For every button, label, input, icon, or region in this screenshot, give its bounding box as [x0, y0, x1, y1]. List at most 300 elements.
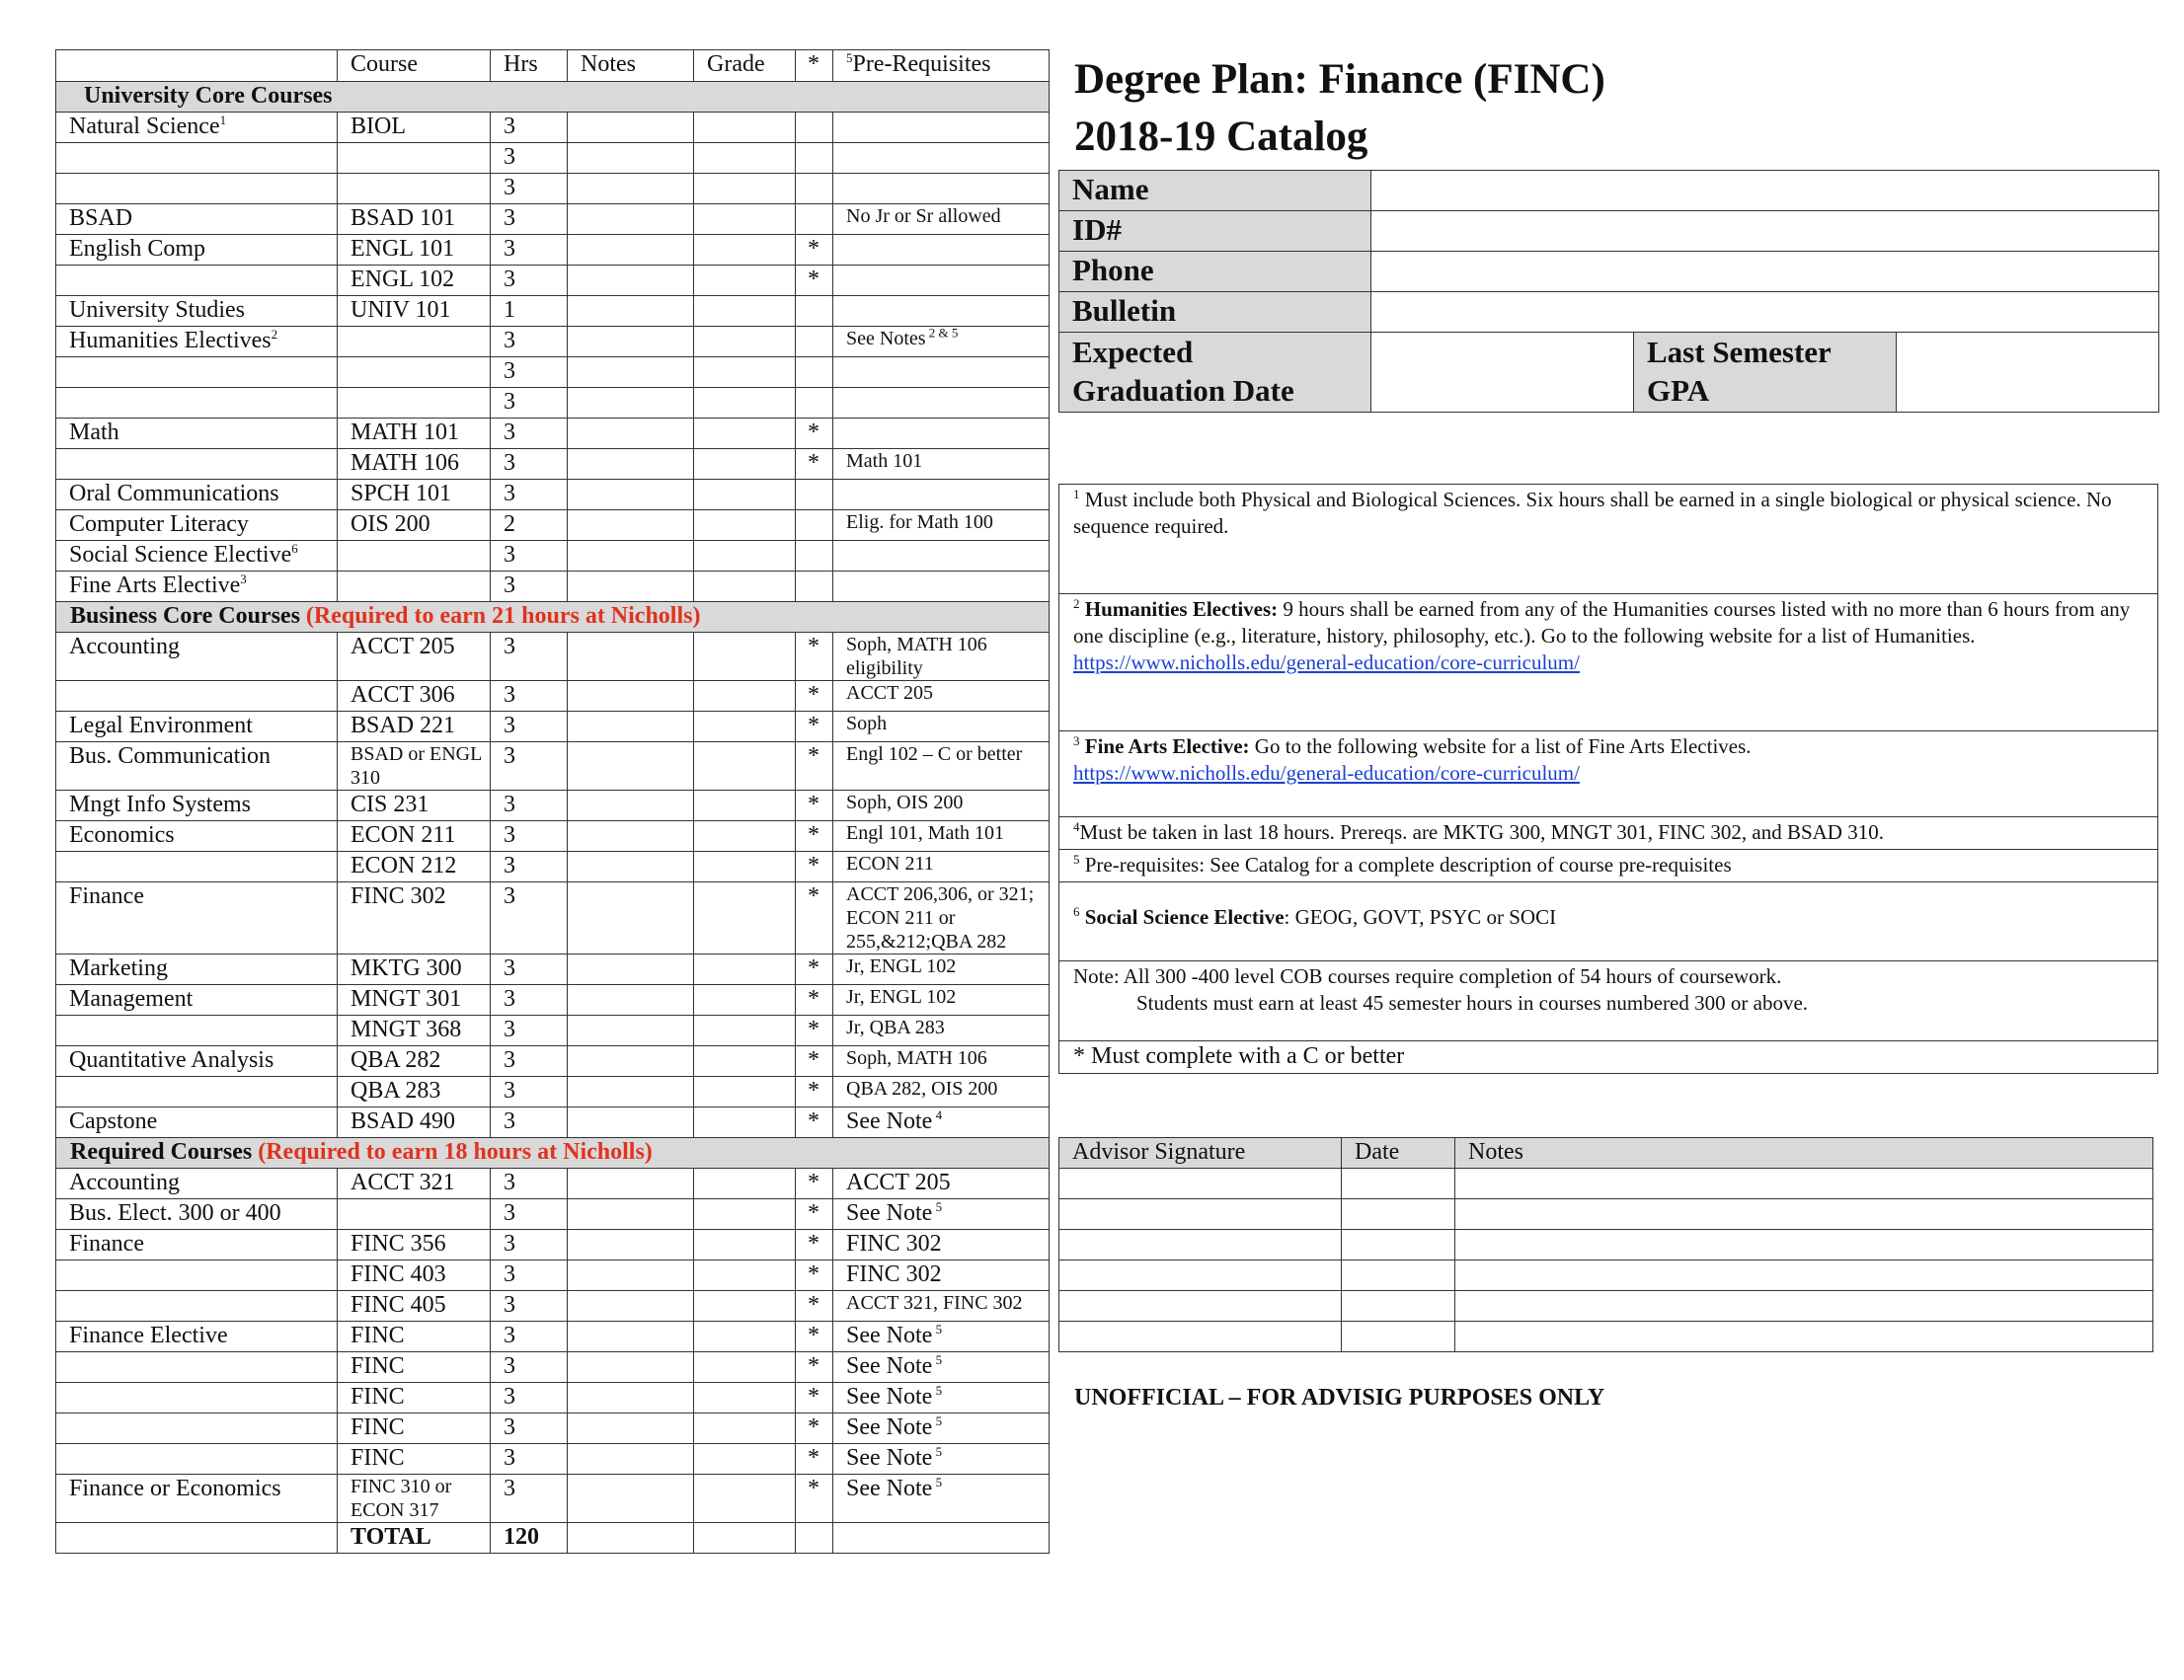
- course-notes[interactable]: [568, 852, 694, 882]
- course-grade[interactable]: [694, 449, 796, 480]
- course-grade[interactable]: [694, 572, 796, 602]
- course-row: [56, 1016, 1050, 1046]
- header-prereq: $^5$Pre-Requisites: [833, 50, 1050, 82]
- course-grade[interactable]: [694, 327, 796, 357]
- course-table: [55, 49, 1050, 1554]
- course-hours: 3: [491, 1260, 568, 1291]
- page-title: [1074, 51, 1605, 166]
- bulletin-field[interactable]: [1371, 292, 2159, 333]
- course-c-required: *: [796, 633, 833, 681]
- course-notes[interactable]: [568, 449, 694, 480]
- notes-cell[interactable]: [1455, 1322, 2153, 1352]
- notes-cell[interactable]: [1455, 1169, 2153, 1199]
- course-notes[interactable]: [568, 1199, 694, 1230]
- course-hours: 3: [491, 235, 568, 266]
- course-c-required: *: [796, 1016, 833, 1046]
- course-hours: 3: [491, 852, 568, 882]
- course-row: [56, 1199, 1050, 1230]
- course-notes[interactable]: [568, 1322, 694, 1352]
- course-prereq: QBA 282, OIS 200: [833, 1077, 1050, 1107]
- course-row: [56, 1107, 1050, 1138]
- advisor-signature-cell[interactable]: [1059, 1260, 1342, 1291]
- course-area: [56, 174, 338, 204]
- course-hours: 3: [491, 1199, 568, 1230]
- course-c-required: [796, 480, 833, 510]
- course-notes[interactable]: [568, 1444, 694, 1475]
- advisor-signature-cell[interactable]: [1059, 1322, 1342, 1352]
- course-c-required: *: [796, 742, 833, 791]
- course-row: [56, 113, 1050, 143]
- course-grade[interactable]: [694, 204, 796, 235]
- header-course: Course: [338, 50, 491, 82]
- course-row: [56, 633, 1050, 681]
- name-field[interactable]: [1371, 171, 2159, 211]
- course-grade[interactable]: [694, 1199, 796, 1230]
- course-code: ACCT 205: [338, 633, 491, 681]
- course-notes[interactable]: [568, 1260, 694, 1291]
- course-c-required: [796, 143, 833, 174]
- total-label: TOTAL: [338, 1523, 491, 1554]
- course-grade[interactable]: [694, 955, 796, 985]
- course-grade[interactable]: [694, 1444, 796, 1475]
- course-grade[interactable]: [694, 1107, 796, 1138]
- course-notes[interactable]: [568, 1230, 694, 1260]
- course-hours: 1: [491, 296, 568, 327]
- university-core-rows: [56, 113, 1050, 602]
- course-hours: 3: [491, 1444, 568, 1475]
- course-grade[interactable]: [694, 882, 796, 955]
- course-c-required: [796, 510, 833, 541]
- course-prereq: See Note $^5$: [833, 1199, 1050, 1230]
- course-notes[interactable]: [568, 791, 694, 821]
- section-university-core: [56, 82, 1050, 113]
- course-hours: 3: [491, 327, 568, 357]
- course-grade[interactable]: [694, 1291, 796, 1322]
- course-row: [56, 419, 1050, 449]
- course-prereq: See Note $^5$: [833, 1322, 1050, 1352]
- course-prereq: Jr, ENGL 102: [833, 955, 1050, 985]
- phone-label: Phone: [1059, 252, 1371, 292]
- course-prereq: No Jr or Sr allowed: [833, 204, 1050, 235]
- course-notes[interactable]: [568, 955, 694, 985]
- header-notes: Notes: [568, 50, 694, 82]
- course-grade[interactable]: [694, 821, 796, 852]
- advisor-signature-cell[interactable]: [1059, 1291, 1342, 1322]
- course-row: [56, 1230, 1050, 1260]
- course-c-required: *: [796, 1260, 833, 1291]
- course-grade[interactable]: [694, 681, 796, 712]
- course-area: English Comp: [56, 235, 338, 266]
- course-c-required: [796, 572, 833, 602]
- course-code: FINC 302: [338, 882, 491, 955]
- course-row: [56, 1169, 1050, 1199]
- course-row: [56, 449, 1050, 480]
- course-grade[interactable]: [694, 852, 796, 882]
- notes-cell[interactable]: [1455, 1260, 2153, 1291]
- course-row: [56, 174, 1050, 204]
- course-prereq: [833, 480, 1050, 510]
- course-hours: 3: [491, 821, 568, 852]
- course-prereq: [833, 572, 1050, 602]
- course-hours: 3: [491, 449, 568, 480]
- course-area: Finance: [56, 1230, 338, 1260]
- course-prereq: Soph, MATH 106: [833, 1046, 1050, 1077]
- course-notes[interactable]: [568, 296, 694, 327]
- course-code: QBA 282: [338, 1046, 491, 1077]
- notes-cell[interactable]: [1455, 1199, 2153, 1230]
- course-grade[interactable]: [694, 712, 796, 742]
- course-row: [56, 821, 1050, 852]
- course-c-required: [796, 327, 833, 357]
- course-hours: 3: [491, 1383, 568, 1413]
- course-grade[interactable]: [694, 1230, 796, 1260]
- course-notes[interactable]: [568, 143, 694, 174]
- course-row: [56, 1444, 1050, 1475]
- course-c-required: *: [796, 821, 833, 852]
- course-area: [56, 357, 338, 388]
- business-core-rows: [56, 633, 1050, 1138]
- course-grade[interactable]: [694, 1260, 796, 1291]
- course-code: ECON 212: [338, 852, 491, 882]
- course-c-required: [796, 174, 833, 204]
- notes-cell[interactable]: [1455, 1291, 2153, 1322]
- course-notes[interactable]: [568, 174, 694, 204]
- course-prereq: See Note $^5$: [833, 1383, 1050, 1413]
- course-notes[interactable]: [568, 1475, 694, 1523]
- date-cell[interactable]: [1342, 1169, 1455, 1199]
- course-notes[interactable]: [568, 419, 694, 449]
- course-code: [338, 357, 491, 388]
- course-prereq: ECON 211: [833, 852, 1050, 882]
- course-code: ACCT 321: [338, 1169, 491, 1199]
- course-notes[interactable]: [568, 388, 694, 419]
- course-table-header: [56, 50, 1050, 82]
- header-hrs: Hrs: [491, 50, 568, 82]
- section-requirement: (Required to earn 18 hours at Nicholls): [258, 1139, 653, 1165]
- course-grade[interactable]: [694, 174, 796, 204]
- course-grade[interactable]: [694, 113, 796, 143]
- course-grade[interactable]: [694, 541, 796, 572]
- course-grade[interactable]: [694, 510, 796, 541]
- course-prereq: FINC 302: [833, 1260, 1050, 1291]
- header-star: *: [796, 50, 833, 82]
- course-code: MNGT 368: [338, 1016, 491, 1046]
- footnotes-table: [1058, 484, 2158, 1074]
- course-notes[interactable]: [568, 1352, 694, 1383]
- advisor-signature-cell[interactable]: [1059, 1199, 1342, 1230]
- course-hours: 3: [491, 882, 568, 955]
- course-notes[interactable]: [568, 510, 694, 541]
- course-hours: 3: [491, 1046, 568, 1077]
- course-grade[interactable]: [694, 480, 796, 510]
- course-hours: 3: [491, 1352, 568, 1383]
- course-hours: 3: [491, 174, 568, 204]
- title-line-2: 2018-19 Catalog: [1074, 114, 1368, 160]
- course-c-required: *: [796, 791, 833, 821]
- course-code: FINC: [338, 1322, 491, 1352]
- course-grade[interactable]: [694, 985, 796, 1016]
- course-notes[interactable]: [568, 204, 694, 235]
- course-c-required: *: [796, 1291, 833, 1322]
- course-notes[interactable]: [568, 712, 694, 742]
- course-notes[interactable]: [568, 480, 694, 510]
- course-hours: 3: [491, 985, 568, 1016]
- course-code: ECON 211: [338, 821, 491, 852]
- course-row: [56, 681, 1050, 712]
- course-hours: 3: [491, 791, 568, 821]
- notes-header: Notes: [1455, 1138, 2153, 1169]
- course-hours: 3: [491, 113, 568, 143]
- course-notes[interactable]: [568, 266, 694, 296]
- course-row: [56, 143, 1050, 174]
- course-row: [56, 1475, 1050, 1523]
- id-field[interactable]: [1371, 211, 2159, 252]
- course-notes[interactable]: [568, 985, 694, 1016]
- course-c-required: *: [796, 852, 833, 882]
- course-code: [338, 541, 491, 572]
- course-c-required: [796, 388, 833, 419]
- course-prereq: [833, 357, 1050, 388]
- course-grade[interactable]: [694, 419, 796, 449]
- course-row: [56, 480, 1050, 510]
- course-code: MKTG 300: [338, 955, 491, 985]
- course-code: MATH 101: [338, 419, 491, 449]
- course-hours: 3: [491, 1016, 568, 1046]
- course-code: ACCT 306: [338, 681, 491, 712]
- course-hours: 3: [491, 1230, 568, 1260]
- course-hours: 3: [491, 1169, 568, 1199]
- course-prereq: See Notes $^{2 \& 5}$: [833, 327, 1050, 357]
- advisor-signature-cell[interactable]: [1059, 1230, 1342, 1260]
- course-hours: 3: [491, 742, 568, 791]
- course-area: Legal Environment: [56, 712, 338, 742]
- course-code: BSAD or ENGL 310: [338, 742, 491, 791]
- course-row: [56, 1352, 1050, 1383]
- course-prereq: [833, 541, 1050, 572]
- course-grade[interactable]: [694, 1475, 796, 1523]
- course-code: FINC: [338, 1352, 491, 1383]
- course-hours: 3: [491, 1077, 568, 1107]
- course-prereq: Engl 102 – C or better: [833, 742, 1050, 791]
- course-grade[interactable]: [694, 633, 796, 681]
- course-prereq: [833, 266, 1050, 296]
- course-prereq: FINC 302: [833, 1230, 1050, 1260]
- course-area: [56, 1444, 338, 1475]
- date-cell[interactable]: [1342, 1199, 1455, 1230]
- course-row: [56, 852, 1050, 882]
- course-area: [56, 1352, 338, 1383]
- course-prereq: Soph, MATH 106 eligibility: [833, 633, 1050, 681]
- course-c-required: [796, 296, 833, 327]
- advisor-entry-row: [1059, 1169, 2153, 1199]
- name-label: Name: [1059, 171, 1371, 211]
- course-code: MNGT 301: [338, 985, 491, 1016]
- course-c-required: [796, 204, 833, 235]
- course-prereq: See Note $^4$: [833, 1107, 1050, 1138]
- course-notes[interactable]: [568, 1413, 694, 1444]
- course-notes[interactable]: [568, 357, 694, 388]
- course-notes[interactable]: [568, 1291, 694, 1322]
- course-c-required: *: [796, 266, 833, 296]
- date-cell[interactable]: [1342, 1230, 1455, 1260]
- course-grade[interactable]: [694, 742, 796, 791]
- course-row: [56, 985, 1050, 1016]
- course-code: FINC: [338, 1444, 491, 1475]
- course-hours: 3: [491, 1107, 568, 1138]
- course-area: [56, 1383, 338, 1413]
- course-notes[interactable]: [568, 1016, 694, 1046]
- course-area: [56, 449, 338, 480]
- section-required: [56, 1138, 1050, 1169]
- course-grade[interactable]: [694, 1016, 796, 1046]
- course-code: FINC 403: [338, 1260, 491, 1291]
- course-area: [56, 1260, 338, 1291]
- humanities-link[interactable]: https://www.nicholls.edu/general-education/core-curriculum/: [1073, 650, 1580, 674]
- footnote-6: $^6$ Social Science Elective: GEOG, GOVT, PSYC or SOCI: [1059, 882, 2158, 961]
- course-notes[interactable]: [568, 541, 694, 572]
- notes-cell[interactable]: [1455, 1230, 2153, 1260]
- course-prereq: [833, 235, 1050, 266]
- advisor-entry-row: [1059, 1291, 2153, 1322]
- course-row: [56, 791, 1050, 821]
- advisor-signature-cell[interactable]: [1059, 1169, 1342, 1199]
- course-c-required: *: [796, 1413, 833, 1444]
- course-area: [56, 1291, 338, 1322]
- course-prereq: Soph, OIS 200: [833, 791, 1050, 821]
- course-notes[interactable]: [568, 681, 694, 712]
- course-grade[interactable]: [694, 791, 796, 821]
- course-notes[interactable]: [568, 1383, 694, 1413]
- course-notes[interactable]: [568, 327, 694, 357]
- date-header: Date: [1342, 1138, 1455, 1169]
- course-notes[interactable]: [568, 1169, 694, 1199]
- course-prereq: Math 101: [833, 449, 1050, 480]
- course-area: Social Science Elective$^6$: [56, 541, 338, 572]
- course-hours: 3: [491, 712, 568, 742]
- course-prereq: Soph: [833, 712, 1050, 742]
- graduation-date-field[interactable]: [1371, 333, 1634, 413]
- course-area: Marketing: [56, 955, 338, 985]
- header-area: [56, 50, 338, 82]
- course-hours: 3: [491, 955, 568, 985]
- course-c-required: *: [796, 882, 833, 955]
- course-grade[interactable]: [694, 388, 796, 419]
- advisor-signature-header: Advisor Signature: [1059, 1138, 1342, 1169]
- course-grade[interactable]: [694, 1352, 796, 1383]
- course-notes[interactable]: [568, 633, 694, 681]
- course-notes[interactable]: [568, 1107, 694, 1138]
- course-prereq: Elig. for Math 100: [833, 510, 1050, 541]
- date-cell[interactable]: [1342, 1260, 1455, 1291]
- course-hours: 3: [491, 1291, 568, 1322]
- course-notes[interactable]: [568, 235, 694, 266]
- course-code: FINC: [338, 1383, 491, 1413]
- course-code: FINC 356: [338, 1230, 491, 1260]
- course-area: Math: [56, 419, 338, 449]
- course-c-required: *: [796, 1077, 833, 1107]
- course-notes[interactable]: [568, 1046, 694, 1077]
- course-hours: 2: [491, 510, 568, 541]
- course-hours: 3: [491, 480, 568, 510]
- course-hours: 3: [491, 143, 568, 174]
- course-code: CIS 231: [338, 791, 491, 821]
- footnote-1: $^1$ Must include both Physical and Biological Sciences. Six hours shall be earned in a single biological or physical science. No sequence required.: [1059, 485, 2158, 594]
- course-notes[interactable]: [568, 572, 694, 602]
- phone-field[interactable]: [1371, 252, 2159, 292]
- section-requirement: (Required to earn 21 hours at Nicholls): [305, 603, 701, 629]
- course-c-required: *: [796, 1444, 833, 1475]
- course-area: Management: [56, 985, 338, 1016]
- course-grade[interactable]: [694, 1169, 796, 1199]
- course-grade[interactable]: [694, 266, 796, 296]
- course-row: [56, 742, 1050, 791]
- course-code: ENGL 101: [338, 235, 491, 266]
- course-row: [56, 1413, 1050, 1444]
- course-code: [338, 327, 491, 357]
- course-grade[interactable]: [694, 1413, 796, 1444]
- course-hours: 3: [491, 681, 568, 712]
- course-prereq: [833, 174, 1050, 204]
- course-notes[interactable]: [568, 1077, 694, 1107]
- course-c-required: *: [796, 1475, 833, 1523]
- date-cell[interactable]: [1342, 1322, 1455, 1352]
- course-area: Humanities Electives$^2$: [56, 327, 338, 357]
- course-row: [56, 1291, 1050, 1322]
- course-hours: 3: [491, 572, 568, 602]
- course-area: [56, 852, 338, 882]
- course-hours: 3: [491, 1413, 568, 1444]
- course-hours: 3: [491, 541, 568, 572]
- course-row: [56, 955, 1050, 985]
- fine-arts-link[interactable]: https://www.nicholls.edu/general-education/core-curriculum/: [1073, 761, 1580, 785]
- course-grade[interactable]: [694, 296, 796, 327]
- course-notes[interactable]: [568, 742, 694, 791]
- course-code: OIS 200: [338, 510, 491, 541]
- course-code: FINC: [338, 1413, 491, 1444]
- course-row: [56, 1322, 1050, 1352]
- course-grade[interactable]: [694, 357, 796, 388]
- course-prereq: [833, 113, 1050, 143]
- date-cell[interactable]: [1342, 1291, 1455, 1322]
- bulletin-label: Bulletin: [1059, 292, 1371, 333]
- course-notes[interactable]: [568, 113, 694, 143]
- course-code: BSAD 101: [338, 204, 491, 235]
- course-notes[interactable]: [568, 821, 694, 852]
- course-grade[interactable]: [694, 235, 796, 266]
- course-grade[interactable]: [694, 1383, 796, 1413]
- course-c-required: *: [796, 449, 833, 480]
- course-notes[interactable]: [568, 882, 694, 955]
- course-code: MATH 106: [338, 449, 491, 480]
- course-c-required: *: [796, 1322, 833, 1352]
- disclaimer: UNOFFICIAL – FOR ADVISIG PURPOSES ONLY: [1074, 1385, 1605, 1411]
- course-hours: 3: [491, 419, 568, 449]
- total-row: [56, 1523, 1050, 1554]
- course-area: Capstone: [56, 1107, 338, 1138]
- advisor-entry-row: [1059, 1199, 2153, 1230]
- gpa-field[interactable]: [1897, 333, 2159, 413]
- course-grade[interactable]: [694, 1046, 796, 1077]
- advisor-entry-row: [1059, 1230, 2153, 1260]
- course-area: Bus. Elect. 300 or 400: [56, 1199, 338, 1230]
- course-row: [56, 1046, 1050, 1077]
- course-grade[interactable]: [694, 1077, 796, 1107]
- course-area: Quantitative Analysis: [56, 1046, 338, 1077]
- course-prereq: [833, 419, 1050, 449]
- course-grade[interactable]: [694, 143, 796, 174]
- course-grade[interactable]: [694, 1322, 796, 1352]
- course-hours: 3: [491, 1475, 568, 1523]
